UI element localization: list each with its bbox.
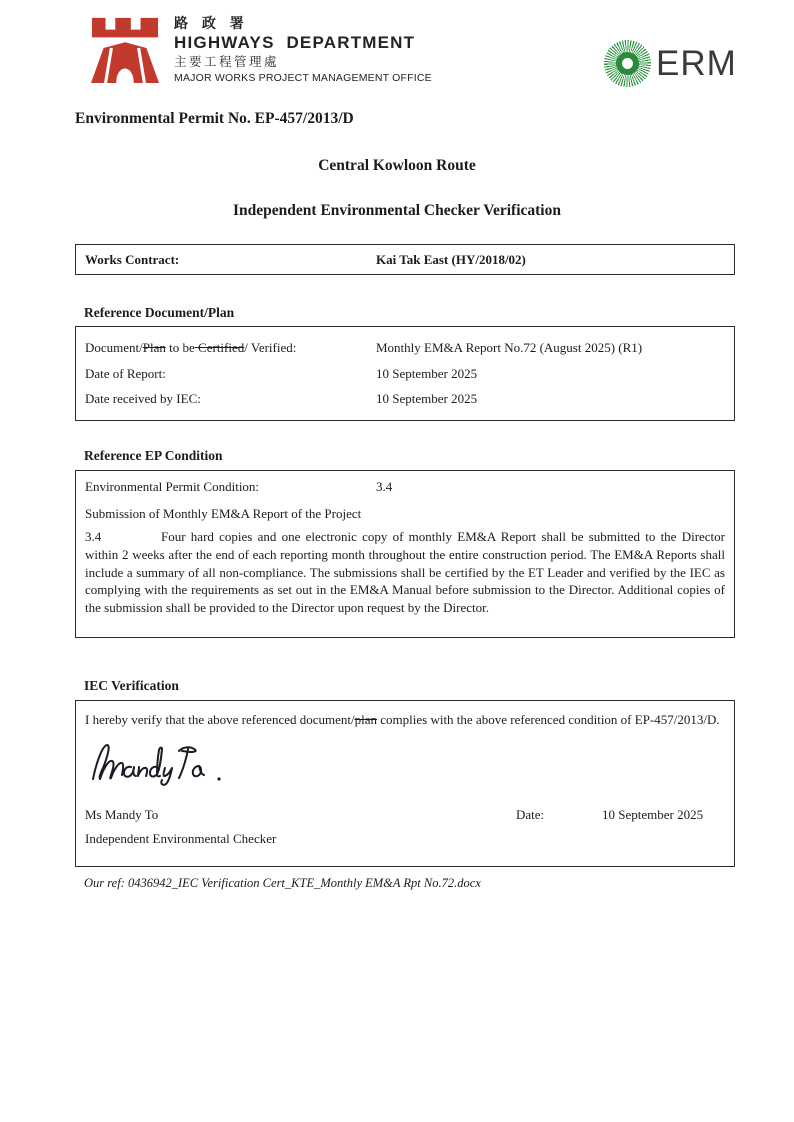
date-received-row [85,391,725,407]
date-received-label: Date received by IEC: [85,390,201,406]
reference-document-heading: Reference Document/Plan [84,305,235,320]
hyd-header [90,14,432,86]
document-label-part: Document/ [85,340,143,356]
hyd-office-chinese: 主要工程管理處 [174,55,280,70]
date-received-value: 10 September 2025 [376,390,478,406]
date-value: 10 September 2025 [602,807,704,822]
reference-document-box [75,326,735,421]
signatory-row [85,807,725,824]
erm-wordmark: ERM [656,44,737,83]
document-label-part: to be [165,340,195,356]
works-contract-label: Works Contract: [85,251,180,267]
highways-department-logo-icon [90,14,160,86]
ep-condition-subheading: Submission of Monthly EM&A Report of the Project [85,506,362,521]
signatory-name: Ms Mandy To [85,807,159,822]
reference-ep-condition-box [75,470,735,638]
hyd-name-chinese: 路 政 署 [174,15,249,31]
ep-condition-value: 3.4 [376,479,393,494]
ep-condition-label: Environmental Permit Condition: [85,479,260,494]
document-label-strike-plan: Plan [142,340,166,356]
document-label-strike-certified: Certified [194,340,245,356]
our-ref-footer: Our ref: 0436942_IEC Verification Cert_KTE_Monthly EM&A Rpt No.72.docx [84,876,481,890]
ep-condition-row [85,479,725,495]
document-title: Independent Environmental Checker Verification [233,202,561,219]
ep-condition-clause [85,528,725,617]
erm-logo [604,40,737,87]
signature-image [87,734,227,786]
date-of-report-row [85,366,725,382]
statement-part: I hereby verify that the above referenced document/ [85,712,355,727]
document-label [85,340,376,356]
clause-text: Four hard copies and one electronic copy of monthly EM&A Report shall be submitted to the Director within 2 weeks after the end of each reporting month throughout the entire construction period. The EM&A Reports shall include a summary of all non-compliance. The submissions shall be certified by the ET Leader and verified by the IEC as complying with the requirements as set out in the EM&A Manual before submission to the Director. Additional copies of the submission shall be provided to the Director upon request by the Director. [85,529,725,616]
works-contract-value: Kai Tak East (HY/2018/02) [376,251,526,267]
document-row [85,340,725,356]
iec-verification-heading: IEC Verification [84,678,179,693]
date-of-report-label: Date of Report: [85,365,166,381]
hyd-name-english: HIGHWAYS DEPARTMENT [174,33,416,53]
project-title: Central Kowloon Route [318,157,476,174]
verification-statement [85,710,725,730]
statement-part: complies with the above referenced condition of EP-457/2013/D. [377,712,720,727]
date-label: Date: [516,807,545,822]
document-value: Monthly EM&A Report No.72 (August 2025) (R1) [376,340,643,356]
reference-ep-condition-heading: Reference EP Condition [84,448,223,463]
hyd-office-english: MAJOR WORKS PROJECT MANAGEMENT OFFICE [174,71,432,84]
clause-number: 3.4 [85,529,102,544]
hyd-header-text [174,14,432,85]
erm-starburst-icon [604,40,651,87]
works-contract-box [75,244,735,275]
signatory-title: Independent Environmental Checker [85,831,277,846]
date-of-report-value: 10 September 2025 [376,365,478,381]
statement-strike-plan: plan [354,712,378,727]
permit-number-title: Environmental Permit No. EP-457/2013/D [75,110,354,127]
document-label-part: / Verified: [244,340,297,356]
iec-verification-box [75,700,735,867]
